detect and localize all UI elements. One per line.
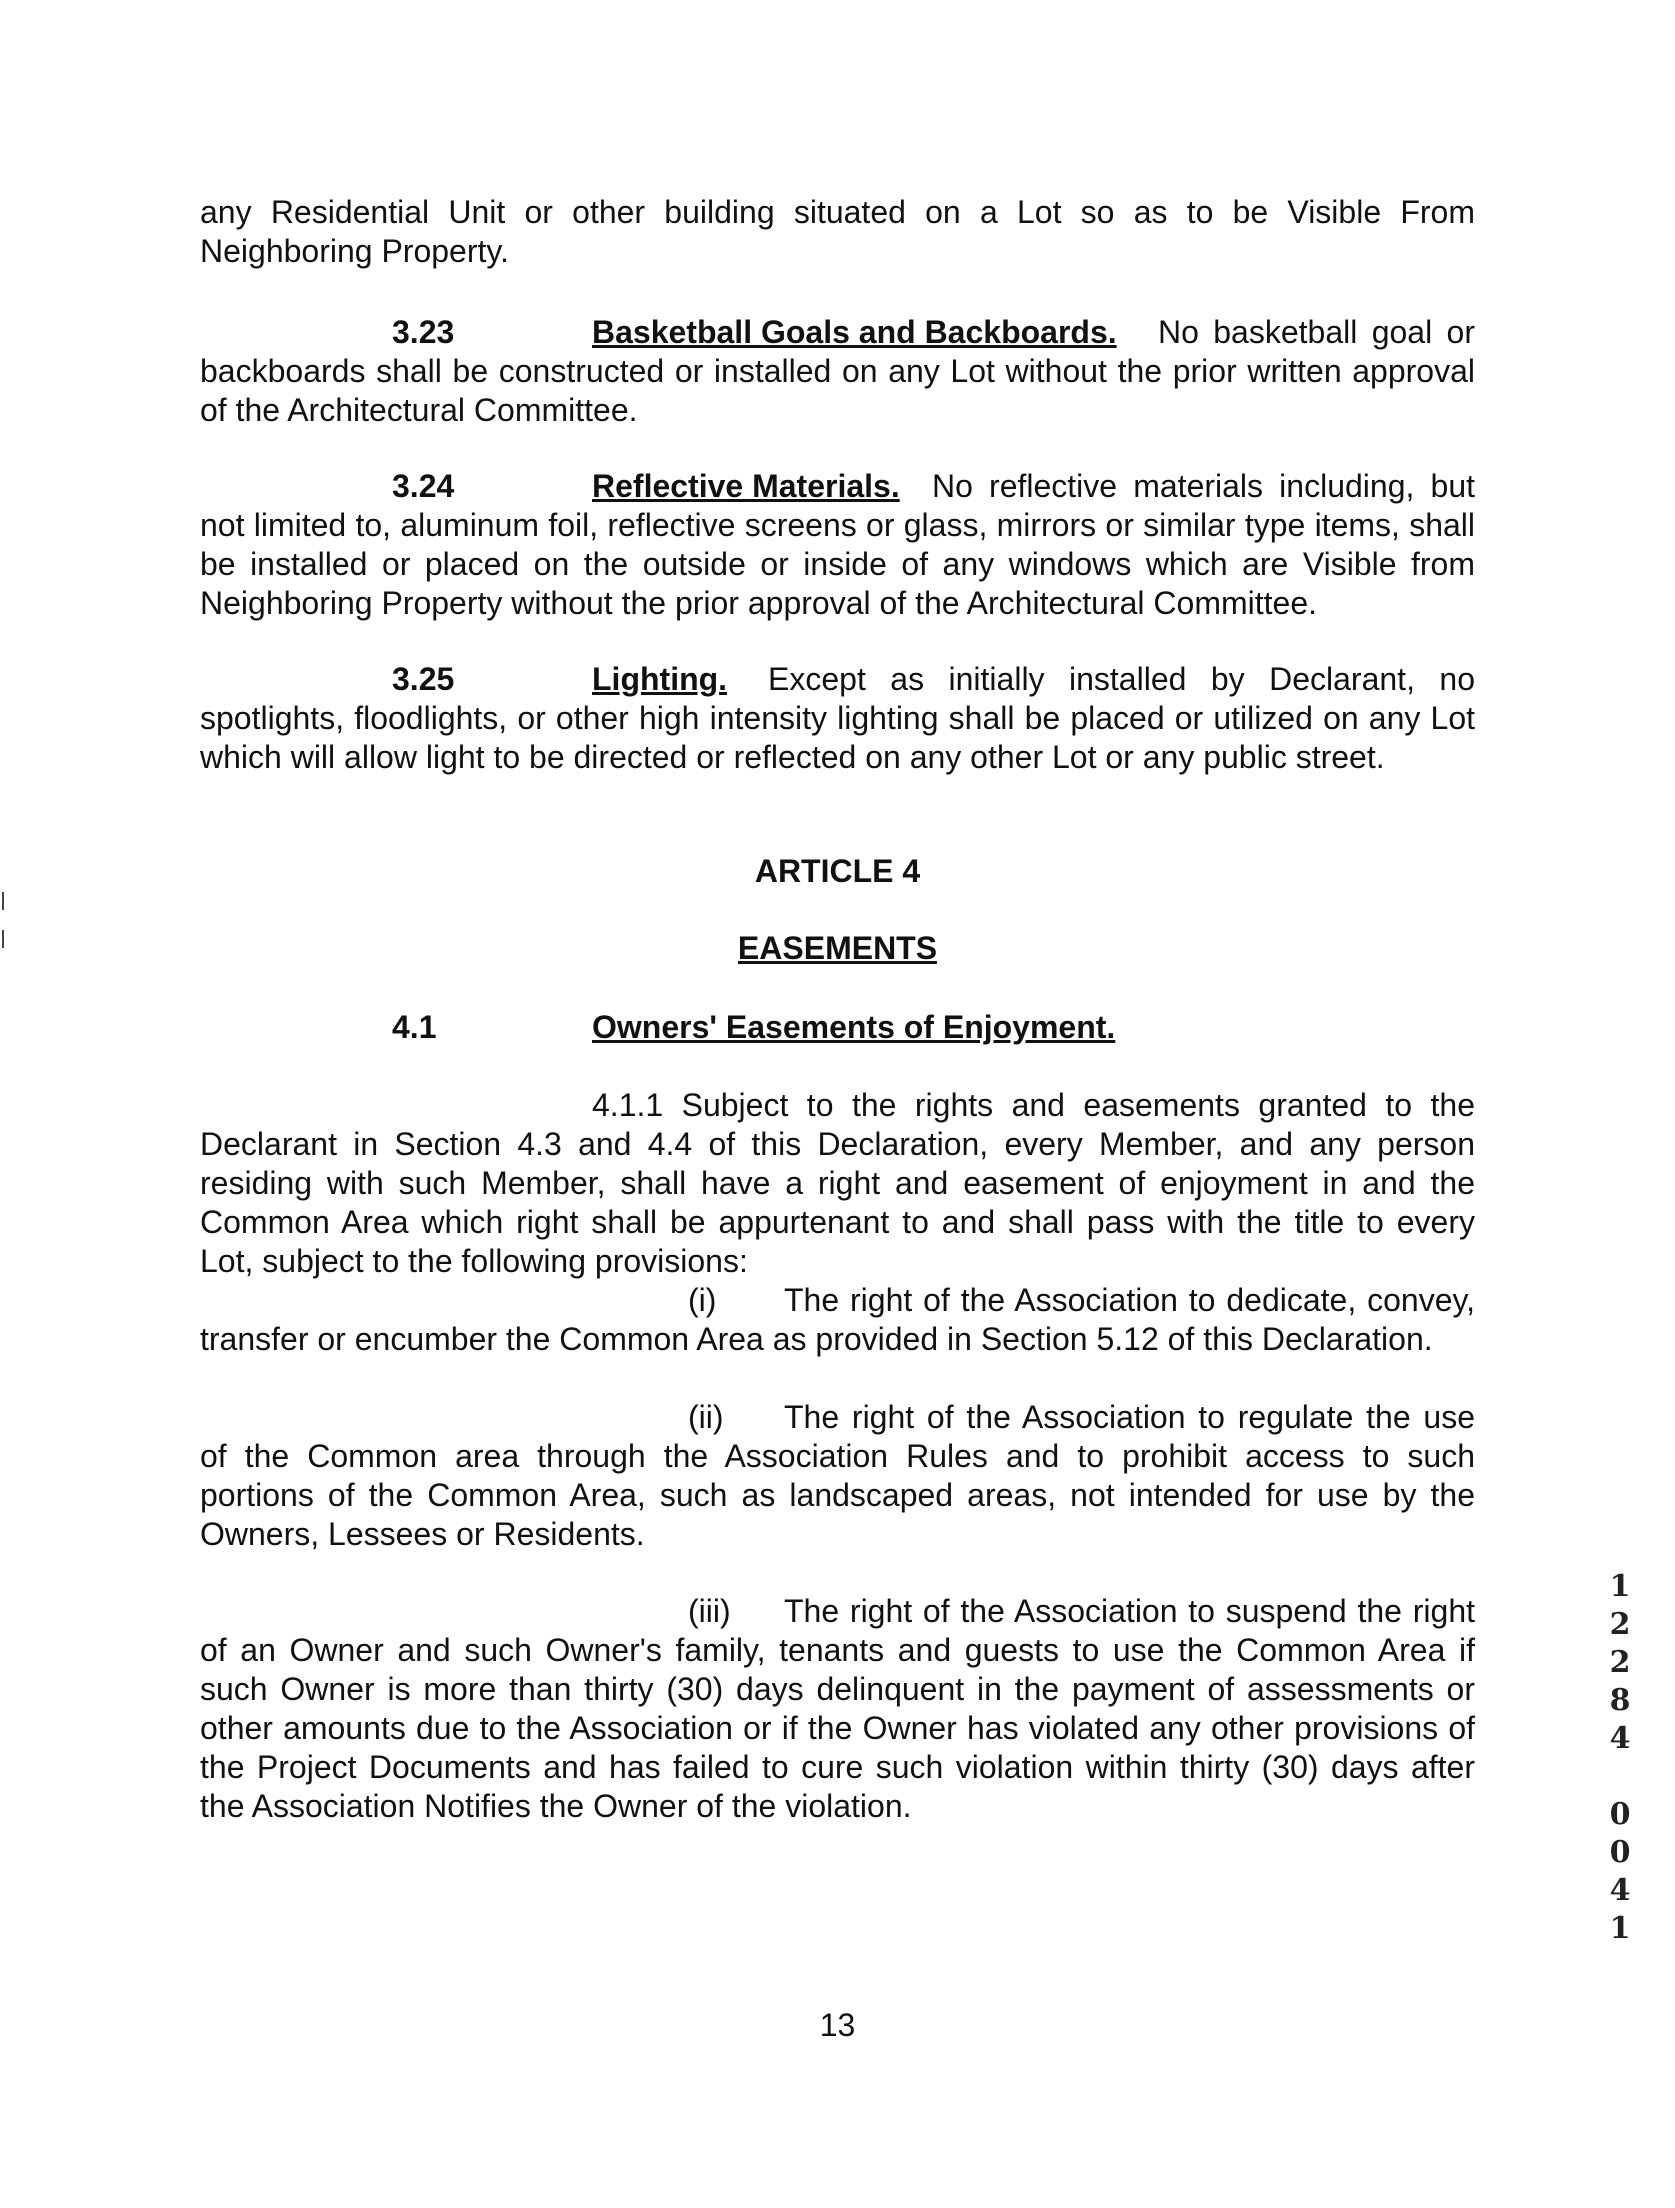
- text-line: which will allow light to be directed or reflected on any other Lot or any public street.: [200, 739, 1385, 775]
- section-text: 4.1.1 Subject to the rights and easements granted to the: [592, 1087, 1475, 1123]
- section-3-24: [200, 467, 1475, 623]
- section-title: Lighting.: [592, 661, 728, 697]
- text-line: of an Owner and such Owner's family, tenants and guests to use the Common Area if: [200, 1632, 1475, 1668]
- text-line: Lot, subject to the following provisions:: [200, 1243, 748, 1279]
- text-line: Declarant in Section 4.3 and 4.4 of this Declaration, every Member, and any person: [200, 1126, 1475, 1162]
- section-number: 3.24: [392, 468, 455, 504]
- section-text: No basketball goal or: [1158, 314, 1475, 350]
- text-line: other amounts due to the Association or if the Owner has violated any other provisions of: [200, 1710, 1475, 1746]
- text-line: spotlights, floodlights, or other high intensity lighting shall be placed or utilized on any Lot: [200, 700, 1475, 736]
- text-line: any Residential Unit or other building situated on a Lot so as to be Visible From: [200, 194, 1475, 230]
- text-line: of the Architectural Committee.: [200, 392, 638, 428]
- text-line: of the Common area through the Association Rules and to prohibit access to such: [200, 1438, 1475, 1474]
- text-line: be installed or placed on the outside or inside of any windows which are Visible from: [200, 546, 1475, 582]
- text-line: not limited to, aluminum foil, reflective screens or glass, mirrors or similar type items, shall: [200, 507, 1475, 543]
- section-number: 3.25: [392, 661, 455, 697]
- text-line: Common Area which right shall be appurtenant to and shall pass with the title to every: [200, 1204, 1475, 1240]
- text-line: portions of the Common Area, such as landscaped areas, not intended for use by the: [200, 1477, 1475, 1513]
- recording-number-stamp: [1600, 1568, 1640, 1948]
- text-line: Owners, Lessees or Residents.: [200, 1516, 645, 1552]
- section-title: Reflective Materials.: [592, 468, 900, 504]
- section-title: Owners' Easements of Enjoyment.: [592, 1009, 1116, 1045]
- stamp-digit: 4: [1609, 1873, 1631, 1908]
- stamp-digit: 1: [1609, 1911, 1631, 1946]
- margin-mark: [2, 892, 4, 910]
- text-line: Neighboring Property without the prior approval of the Architectural Committee.: [200, 585, 1317, 621]
- stamp-digit: 1: [1609, 1569, 1631, 1604]
- section-text: Except as initially installed by Declarant, no: [768, 661, 1475, 697]
- section-title: Basketball Goals and Backboards.: [592, 314, 1117, 350]
- provision-text: The right of the Association to dedicate, convey,: [784, 1282, 1475, 1318]
- article-subheading: EASEMENTS: [737, 930, 938, 966]
- provision-text: The right of the Association to regulate the use: [784, 1399, 1475, 1435]
- section-4-1: [200, 1008, 1475, 1047]
- provision-ii: [200, 1398, 1475, 1554]
- provision-i: [200, 1281, 1475, 1359]
- text-line: transfer or encumber the Common Area as provided in Section 5.12 of this Declaration.: [200, 1321, 1433, 1357]
- section-number: 4.1: [392, 1009, 437, 1045]
- text-line: the Association Notifies the Owner of the violation.: [200, 1788, 912, 1824]
- text-line: backboards shall be constructed or installed on any Lot without the prior written approval: [200, 353, 1475, 389]
- stamp-digit: 8: [1609, 1683, 1631, 1718]
- page-number: 13: [819, 2007, 856, 2043]
- provision-label: (iii): [688, 1593, 731, 1629]
- stamp-digit: 2: [1609, 1607, 1631, 1642]
- section-3-25: [200, 660, 1475, 777]
- provision-text: The right of the Association to suspend the right: [784, 1593, 1475, 1629]
- stamp-digit: 0: [1609, 1797, 1631, 1832]
- text-line: such Owner is more than thirty (30) days delinquent in the payment of assessments or: [200, 1671, 1475, 1707]
- stamp-gap: [1600, 1758, 1640, 1796]
- text-line: the Project Documents and has failed to cure such violation within thirty (30) days after: [200, 1749, 1475, 1785]
- article-heading: ARTICLE 4: [754, 853, 921, 889]
- section-4-1-1: [200, 1086, 1475, 1281]
- text-line: residing with such Member, shall have a right and easement of enjoyment in and the: [200, 1165, 1475, 1201]
- provision-label: (ii): [688, 1399, 724, 1435]
- provision-label: (i): [688, 1282, 717, 1318]
- section-text: No reflective materials including, but: [932, 468, 1475, 504]
- stamp-digit: 0: [1609, 1835, 1631, 1870]
- stamp-digit: 4: [1609, 1721, 1631, 1756]
- text-line: Neighboring Property.: [200, 233, 509, 269]
- stamp-digit: 2: [1609, 1645, 1631, 1680]
- provision-iii: [200, 1592, 1475, 1826]
- intro-paragraph: [200, 193, 1475, 271]
- section-number: 3.23: [392, 314, 455, 350]
- section-3-23: [200, 313, 1475, 430]
